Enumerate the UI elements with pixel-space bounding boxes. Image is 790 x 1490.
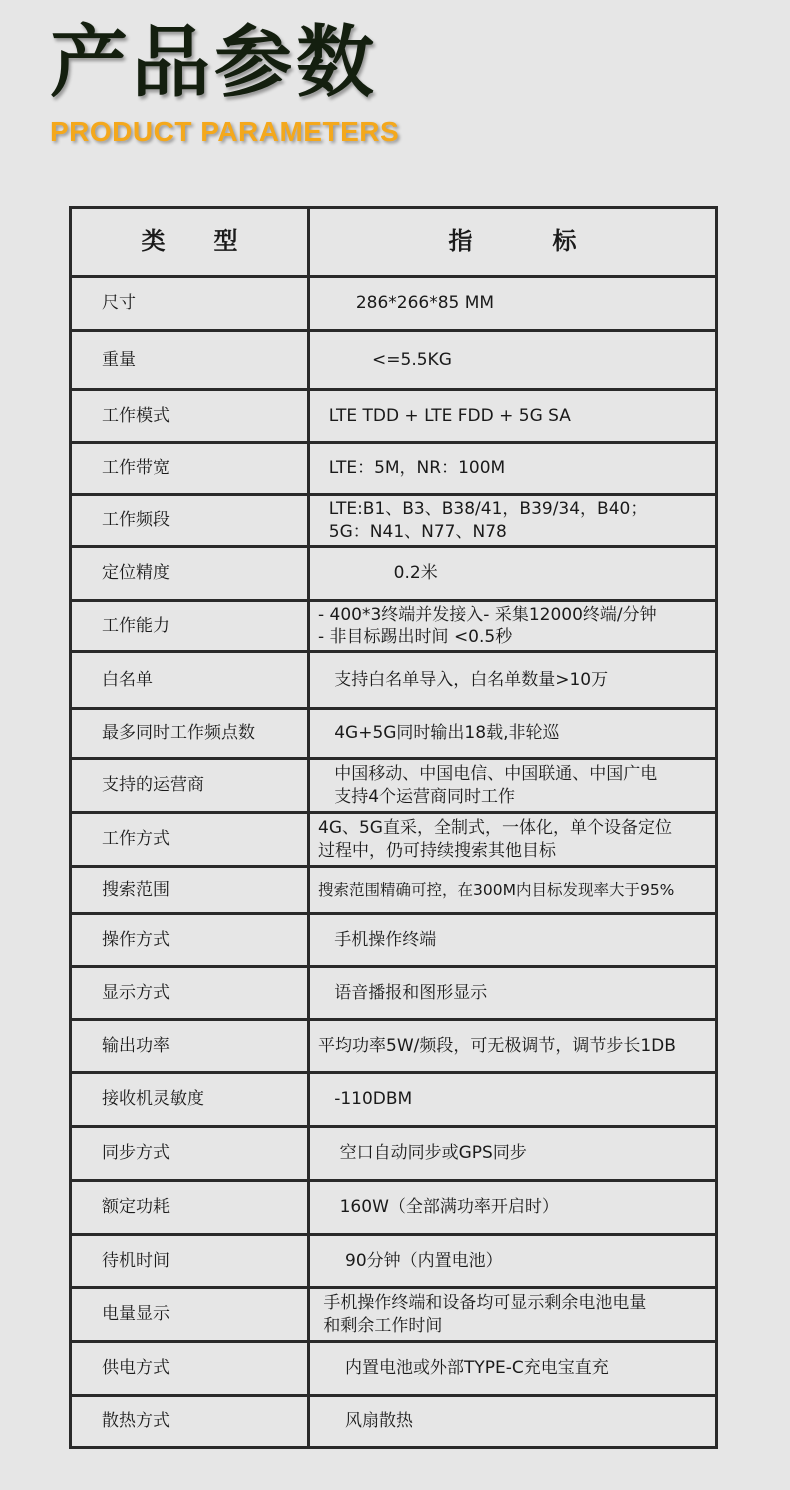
row-value: -110DBM bbox=[310, 1074, 715, 1125]
row-label: 最多同时工作频点数 bbox=[72, 710, 307, 757]
table-header-row bbox=[72, 209, 715, 275]
header-type bbox=[72, 209, 307, 275]
row-label: 定位精度 bbox=[72, 548, 307, 599]
table-row bbox=[72, 278, 715, 329]
row-value: 语音播报和图形显示 bbox=[310, 968, 715, 1018]
row-label: 待机时间 bbox=[72, 1236, 307, 1286]
header-type-char-1: 类 bbox=[141, 227, 166, 256]
row-label: 工作带宽 bbox=[72, 444, 307, 493]
row-value: 4G+5G同时输出18载,非轮巡 bbox=[310, 710, 715, 757]
table-row bbox=[72, 1397, 715, 1446]
row-value: 风扇散热 bbox=[310, 1397, 715, 1446]
row-label: 尺寸 bbox=[72, 278, 307, 329]
table-row bbox=[72, 391, 715, 441]
row-label: 同步方式 bbox=[72, 1128, 307, 1179]
header-spec-char-2: 标 bbox=[552, 227, 577, 256]
row-label: 输出功率 bbox=[72, 1021, 307, 1071]
table-row bbox=[72, 602, 715, 650]
row-label: 工作方式 bbox=[72, 814, 307, 865]
header-spec bbox=[310, 209, 715, 275]
row-value: 160W（全部满功率开启时） bbox=[310, 1182, 715, 1233]
table-row bbox=[72, 444, 715, 493]
row-value: 中国移动、中国电信、中国联通、中国广电 支持4个运营商同时工作 bbox=[310, 760, 715, 811]
table-row bbox=[72, 653, 715, 707]
table-row bbox=[72, 496, 715, 545]
table-row bbox=[72, 968, 715, 1018]
row-value: 手机操作终端和设备均可显示剩余电池电量 和剩余工作时间 bbox=[310, 1289, 715, 1340]
row-value: 0.2米 bbox=[310, 548, 715, 599]
table-row bbox=[72, 814, 715, 865]
row-value: 空口自动同步或GPS同步 bbox=[310, 1128, 715, 1179]
spec-table bbox=[69, 206, 718, 1449]
row-label: 显示方式 bbox=[72, 968, 307, 1018]
row-label: 重量 bbox=[72, 332, 307, 388]
table-row bbox=[72, 548, 715, 599]
row-value: LTE:B1、B3、B38/41，B39/34，B40； 5G：N41、N77、N78 bbox=[310, 496, 715, 545]
header-type-char-2: 型 bbox=[213, 227, 238, 256]
row-value: 手机操作终端 bbox=[310, 915, 715, 965]
row-label: 白名单 bbox=[72, 653, 307, 707]
table-row bbox=[72, 1074, 715, 1125]
row-label: 供电方式 bbox=[72, 1343, 307, 1394]
table-row bbox=[72, 1343, 715, 1394]
table-row bbox=[72, 760, 715, 811]
table-row bbox=[72, 868, 715, 912]
row-label: 工作能力 bbox=[72, 602, 307, 650]
row-value: 4G、5G直采，全制式，一体化，单个设备定位 过程中，仍可持续搜索其他目标 bbox=[310, 814, 715, 865]
row-label: 工作频段 bbox=[72, 496, 307, 545]
page-subtitle: PRODUCT PARAMETERS bbox=[50, 116, 400, 147]
row-value: <=5.5KG bbox=[310, 332, 715, 388]
row-label: 额定功耗 bbox=[72, 1182, 307, 1233]
table-row bbox=[72, 710, 715, 757]
table-row bbox=[72, 332, 715, 388]
row-label: 支持的运营商 bbox=[72, 760, 307, 811]
table-row bbox=[72, 1021, 715, 1071]
row-value: 支持白名单导入，白名单数量>10万 bbox=[310, 653, 715, 707]
row-label: 接收机灵敏度 bbox=[72, 1074, 307, 1125]
table-row bbox=[72, 1128, 715, 1179]
row-label: 操作方式 bbox=[72, 915, 307, 965]
row-value: 内置电池或外部TYPE-C充电宝直充 bbox=[310, 1343, 715, 1394]
table-row bbox=[72, 915, 715, 965]
row-label: 电量显示 bbox=[72, 1289, 307, 1340]
row-label: 工作模式 bbox=[72, 391, 307, 441]
row-value: 90分钟（内置电池） bbox=[310, 1236, 715, 1286]
table-row bbox=[72, 1182, 715, 1233]
page-title: 产品参数 bbox=[50, 18, 379, 108]
row-value: LTE TDD + LTE FDD + 5G SA bbox=[310, 391, 715, 441]
row-value: LTE：5M，NR：100M bbox=[310, 444, 715, 493]
header-spec-char-1: 指 bbox=[448, 227, 473, 256]
table-row bbox=[72, 1236, 715, 1286]
row-value: 平均功率5W/频段，可无极调节，调节步长1DB bbox=[310, 1021, 715, 1071]
row-label: 搜索范围 bbox=[72, 868, 307, 912]
row-value: 搜索范围精确可控，在300M内目标发现率大于95% bbox=[310, 868, 715, 912]
row-value: 286*266*85 MM bbox=[310, 278, 715, 329]
row-value: - 400*3终端并发接入- 采集12000终端/分钟 - 非目标踢出时间 <0.5秒 bbox=[310, 602, 715, 650]
table-row bbox=[72, 1289, 715, 1340]
row-label: 散热方式 bbox=[72, 1397, 307, 1446]
